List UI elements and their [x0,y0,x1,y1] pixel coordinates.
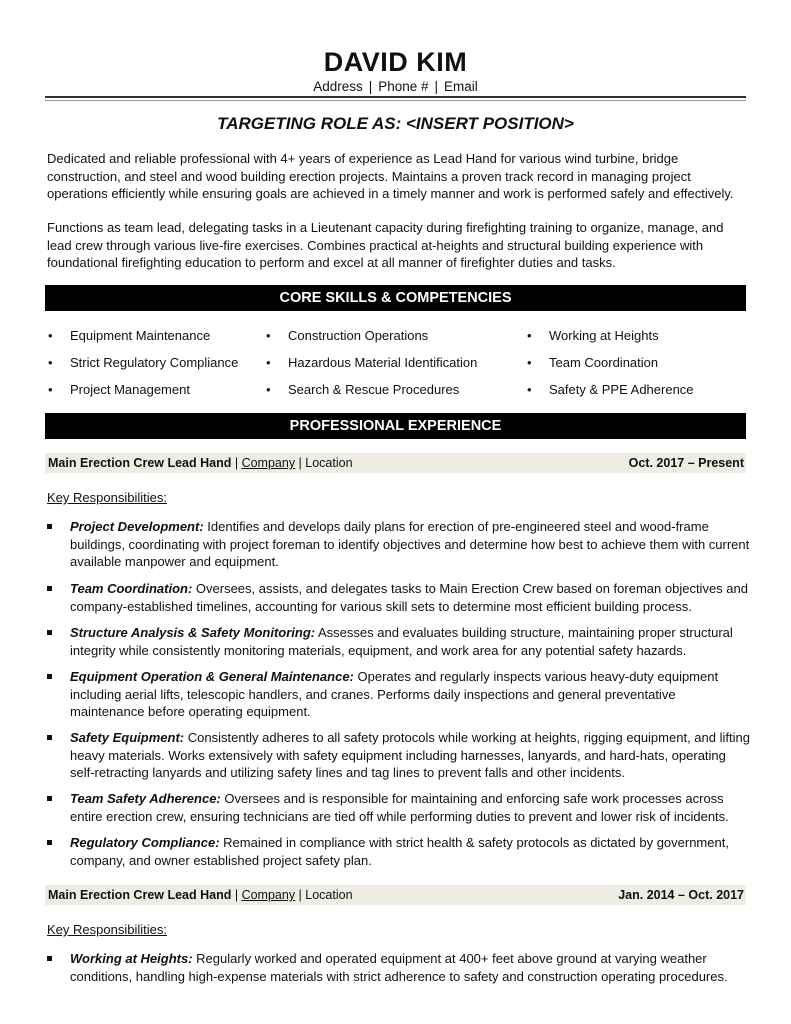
summary-paragraph-2: Functions as team lead, delegating tasks in a Lieutenant capacity during firefighting training to organize, manage, and lead crew through various live-fire exercises. Combines practical at-heights and structural building experience with foundational firefighting education to perform and excel at all manner of firefighter duties and tasks. [47,220,724,270]
skill-label: Search & Rescue Procedures [288,382,460,397]
key-responsibilities-label: Key Responsibilities: [47,922,167,937]
contact-separator: | [368,79,373,94]
responsibility-item [70,729,750,782]
responsibility-text: Regularly worked and operated equipment at 400+ feet above ground at varying weather conditions, handling high-expense materials with strict adherence to safety and construction operating procedures. [70,951,728,984]
skill-item [48,328,211,344]
job-location: Location [305,456,353,470]
bullet: • [48,355,53,370]
responsibility-text: Assesses and evaluates building structure, maintaining proper structural integrity while consistently monitoring materials, equipment, and work area for any potential safety hazards. [70,625,733,658]
responsibility-text: Oversees and is responsible for maintaining and enforcing safe work processes across entire erection crew, ensuring technicians are tied off while performing duties to prevent and lower risk of incidents. [70,791,729,824]
contact-address: Address [313,79,363,94]
bullet: • [266,328,271,343]
responsibility-lead: Project Development: [70,519,204,534]
bullet: • [48,382,53,397]
responsibility-text: Identifies and develops daily plans for erection of pre-engineered steel and wood-frame buildings, coordinating with project foreman to identify objectives and determine how best to achieve them with current available manpower and equipment. [70,519,750,569]
contact-email: Email [444,79,478,94]
job-location: Location [305,888,353,902]
job-header [45,453,746,473]
target-role: TARGETING ROLE AS: <INSERT POSITION> [217,114,574,133]
responsibility-lead: Regulatory Compliance: [70,835,220,850]
contact-phone: Phone # [378,79,429,94]
responsibility-lead: Equipment Operation & General Maintenance: [70,669,354,684]
skill-label: Strict Regulatory Compliance [70,355,239,370]
contact-separator: | [434,79,439,94]
header-divider-thin [45,100,746,101]
job-title-line: Main Erection Crew Lead Hand | Company | Location [48,456,353,470]
skill-label: Project Management [70,382,190,397]
bullet: • [48,328,53,343]
square-bullet [47,674,52,679]
responsibility-text: Operates and regularly inspects various heavy-duty equipment including aerial lifts, telescopic handlers, and cranes. Performs daily inspections and general preventative maintenance before operating equipment. [70,669,719,719]
skill-item [527,355,659,371]
square-bullet [47,630,52,635]
bullet: • [527,382,532,397]
square-bullet [47,735,52,740]
bullet: • [527,328,532,343]
skill-label: Equipment Maintenance [70,328,211,343]
responsibility-item [70,790,750,825]
responsibility-lead: Structure Analysis & Safety Monitoring: [70,625,316,640]
responsibility-item [70,668,750,721]
job-title: Main Erection Crew Lead Hand [48,888,232,902]
skill-item [48,382,190,398]
bullet: • [527,355,532,370]
experience-heading: PROFESSIONAL EXPERIENCE [45,413,746,439]
header-divider [45,96,746,98]
responsibility-text: Remained in compliance with strict health & safety protocols as dictated by government, company, and owner established project safety plan. [70,835,729,868]
responsibility-item [70,834,750,869]
responsibility-lead: Team Safety Adherence: [70,791,221,806]
job-dates: Oct. 2017 – Present [628,456,744,470]
skill-label: Hazardous Material Identification [288,355,478,370]
responsibility-lead: Working at Heights: [70,951,193,966]
skill-item [48,355,239,371]
skill-label: Construction Operations [288,328,429,343]
square-bullet [47,956,52,961]
contact-line [0,79,791,95]
skill-item [266,355,478,371]
job-title: Main Erection Crew Lead Hand [48,456,232,470]
skills-heading: CORE SKILLS & COMPETENCIES [45,285,746,311]
skill-label: Team Coordination [549,355,659,370]
responsibility-text: Consistently adheres to all safety protocols while working at heights, rigging equipment, and lifting heavy materials. Works extensively with safety equipment including harnesses, lanyards, and hard-hats, operating self-retracting lanyards and utilizing safety lines and tag lines to prevent falls and other incidents. [70,730,750,780]
job-title-line: Main Erection Crew Lead Hand | Company | Location [48,888,353,902]
bullet: • [266,355,271,370]
skill-label: Working at Heights [549,328,659,343]
candidate-name: DAVID KIM [323,47,468,77]
skill-item [527,382,694,398]
job-company: Company [241,456,296,470]
responsibility-item [70,624,750,659]
square-bullet [47,524,52,529]
job-company: Company [241,888,296,902]
responsibility-item [70,518,750,571]
square-bullet [47,796,52,801]
square-bullet [47,840,52,845]
responsibility-item [70,950,750,985]
square-bullet [47,586,52,591]
key-responsibilities-label: Key Responsibilities: [47,490,167,505]
responsibility-item [70,580,750,615]
bullet: • [266,382,271,397]
skill-item [266,328,429,344]
skill-item [266,382,460,398]
skill-label: Safety & PPE Adherence [549,382,694,397]
job-header [45,885,746,905]
summary-paragraph-1: Dedicated and reliable professional with 4+ years of experience as Lead Hand for various wind turbine, bridge construction, and steel and wood building erection projects. Maintains a proven track record in managing project operations efficiently while ensuring goals are achieved in a timely manner and work is performed safely and effectively. [47,151,734,201]
responsibility-lead: Safety Equipment: [70,730,185,745]
responsibility-text: Oversees, assists, and delegates tasks to Main Erection Crew based on foreman objectives and company-established timelines, accounting for various skill sets to determine most efficient building process. [70,581,748,614]
job-dates: Jan. 2014 – Oct. 2017 [618,888,744,902]
responsibility-lead: Team Coordination: [70,581,193,596]
skill-item [527,328,659,344]
